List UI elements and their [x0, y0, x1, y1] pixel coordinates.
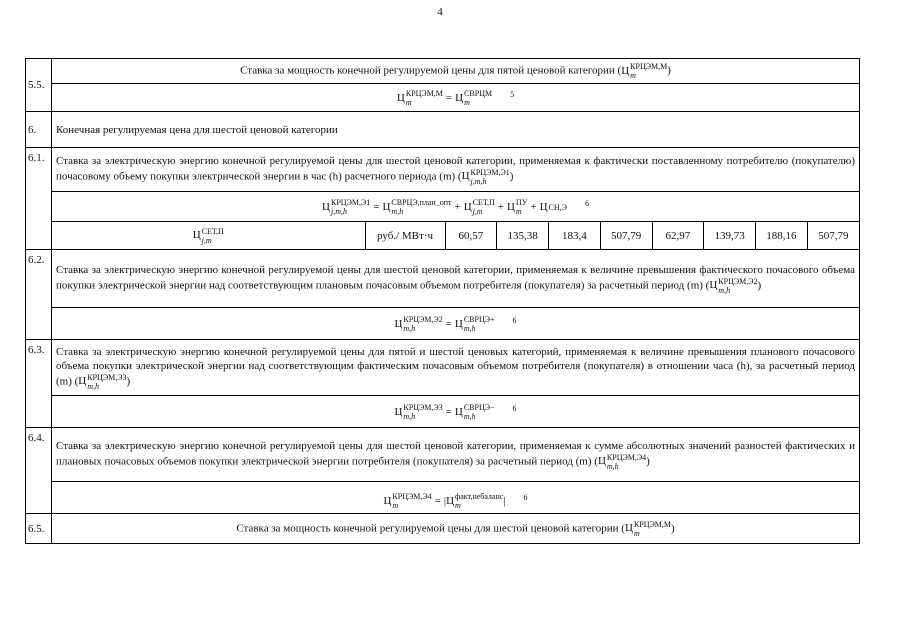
symbol: Ц	[383, 494, 392, 507]
formula	[52, 308, 860, 340]
formula	[52, 84, 860, 112]
row-title	[52, 340, 860, 396]
plus-sign: +	[454, 200, 461, 213]
row-6-2	[26, 250, 860, 308]
symbol: Ц	[454, 317, 463, 330]
symbol: Ц	[394, 317, 403, 330]
tariff-value: 507,79	[600, 222, 652, 249]
symbol: Ц	[539, 200, 548, 213]
subscript: m,h	[718, 285, 731, 295]
row-title-text: Ставка за электрическую энергию конечной регулируемой цены для шестой ценовой категории, применяемая к сумме абсолютных значений разностей фактических и плановых почасовых объемов покупки электрической энергии потребителя (покупателя) за расчетный период (m) (	[56, 439, 855, 468]
tariff-value: 507,79	[807, 222, 859, 249]
row-title-text: Ставка за мощность конечной регулируемой цены для шестой ценовой категории (	[236, 522, 625, 535]
symbol: Ц	[461, 170, 470, 183]
subscript: m,h	[391, 207, 404, 217]
footnote-mark: 5	[510, 89, 515, 99]
row-6-4	[26, 428, 860, 482]
row-title	[52, 148, 860, 192]
tariff-table	[52, 222, 859, 249]
subscript: m	[464, 98, 470, 108]
subscript: m	[405, 98, 412, 108]
footnote-mark: 6	[512, 403, 517, 413]
equals-sign: =	[445, 317, 452, 330]
superscript: СЕТ,П	[201, 226, 224, 236]
subscript: j,m,h	[470, 176, 487, 186]
subscript: m,h	[463, 412, 476, 422]
superscript: КРЦЭМ,Э1	[470, 167, 510, 177]
plus-sign: +	[497, 200, 504, 213]
equals-sign: =	[445, 405, 452, 418]
abs-bar: |	[443, 494, 447, 507]
row-number: 6.5.	[26, 514, 52, 544]
superscript: СВРЦЭ,план_опт	[391, 198, 452, 208]
row-number: 6.3.	[26, 340, 52, 428]
row-title	[52, 59, 860, 84]
symbol: Ц	[621, 64, 630, 77]
symbol: Ц	[322, 200, 330, 213]
superscript: СЕТ,П	[472, 198, 495, 208]
superscript: КРЦЭМ,Э3	[403, 403, 443, 413]
row-title: Конечная регулируемая цена для шестой ценовой категории	[52, 112, 860, 148]
equals-sign: =	[373, 200, 380, 213]
formula	[52, 192, 860, 222]
row-6-3	[26, 340, 860, 396]
symbol: Ц	[455, 91, 464, 104]
subscript: m	[455, 500, 461, 510]
formula	[52, 396, 860, 428]
row-number: 6.4.	[26, 428, 52, 514]
superscript: КРЦЭМ,М	[630, 62, 668, 71]
close-paren: )	[757, 279, 762, 292]
subscript: m,h	[87, 381, 100, 391]
row-title	[52, 428, 860, 482]
plus-sign: +	[530, 200, 537, 213]
tariff-value: 62,97	[652, 222, 704, 249]
superscript: КРЦЭМ,Э2	[718, 276, 758, 286]
symbol: Ц	[597, 455, 606, 468]
row-6-3-formula	[26, 396, 860, 428]
superscript: КРЦЭМ,Э2	[403, 315, 443, 325]
footnote-mark: 6	[512, 315, 517, 325]
row-6-1-formula	[26, 192, 860, 222]
subscript: m,h	[606, 461, 619, 471]
close-paren: )	[509, 170, 514, 183]
row-title	[52, 250, 860, 308]
row-title	[52, 514, 860, 544]
symbol: Ц	[506, 200, 515, 213]
row-5-5-formula	[26, 84, 860, 112]
subscript: m,h	[403, 324, 416, 334]
subscript: m	[515, 207, 522, 217]
price-table	[25, 58, 860, 544]
subscript: m,h	[403, 412, 416, 422]
tariff-unit: руб./ МВт·ч	[365, 222, 445, 249]
symbol: Ц	[454, 405, 463, 418]
superscript: СВРЦМ	[464, 89, 493, 99]
subscript: j,m	[201, 235, 212, 245]
subscript: m	[630, 71, 636, 80]
symbol: Ц	[624, 522, 633, 535]
row-6-4-formula	[26, 488, 860, 514]
row-6-1-tariff	[26, 222, 860, 250]
close-paren: )	[646, 455, 650, 468]
row-6-1	[26, 148, 860, 192]
symbol: Ц	[446, 494, 455, 507]
subscript: j,m	[472, 207, 483, 217]
subscript: m,h	[463, 324, 476, 334]
row-number: 6.1.	[26, 148, 52, 250]
row-title-text: Ставка за электрическую энергию конечной регулируемой цены для шестой ценовой категории, применяемая к величине превышения фактического почасового объема покупки электрической энергии над соответствующим плановым почасовым объемом потребителя (покупателя) за расчетный период (m) (	[56, 263, 855, 292]
row-number: 6.2.	[26, 250, 52, 340]
superscript: КРЦЭМ,Э4	[392, 491, 432, 501]
symbol: Ц	[192, 229, 201, 242]
symbol: Ц	[394, 405, 403, 418]
tariff-value: 60,57	[445, 222, 497, 249]
superscript: КРЦЭМ,Э3	[87, 372, 127, 382]
symbol: Ц	[396, 91, 405, 104]
symbol: Ц	[78, 375, 87, 388]
close-paren: )	[667, 64, 671, 77]
close-paren: )	[126, 375, 131, 388]
symbol: Ц	[382, 200, 391, 213]
superscript: СН,Э	[548, 202, 567, 212]
tariff-symbol	[52, 222, 365, 249]
superscript: ПУ	[515, 198, 528, 208]
symbol: Ц	[709, 279, 718, 292]
superscript: СВРЦЭ−	[463, 403, 495, 413]
close-paren: )	[671, 522, 675, 535]
row-number: 5.5.	[26, 59, 52, 112]
row-6-5	[26, 514, 860, 544]
row-number: 6.	[26, 112, 52, 148]
page-number: 4	[437, 6, 443, 18]
superscript: КРЦЭМ,М	[633, 519, 672, 529]
row-title-text: Ставка за мощность конечной регулируемой цены для пятой ценовой категории (	[240, 64, 622, 77]
row-6	[26, 112, 860, 148]
equals-sign: =	[445, 91, 453, 104]
tariff-value: 183,4	[549, 222, 601, 249]
superscript: факт,небаланс	[455, 491, 504, 501]
row-6-2-formula	[26, 308, 860, 340]
tariff-value: 139,73	[704, 222, 756, 249]
tariff-row	[52, 222, 859, 249]
abs-bar: |	[503, 494, 506, 507]
tariff-cell	[52, 222, 860, 250]
symbol: Ц	[463, 200, 472, 213]
subscript: j,m,h	[331, 207, 347, 217]
footnote-mark: 6	[584, 198, 589, 208]
formula	[52, 488, 860, 514]
tariff-value: 188,16	[756, 222, 808, 249]
superscript: КРЦЭМ,Э4	[606, 452, 647, 462]
subscript: m	[392, 500, 399, 510]
subscript: m	[633, 528, 640, 538]
superscript: СВРЦЭ+	[463, 315, 495, 325]
tariff-value: 135,38	[497, 222, 549, 249]
row-title-text: Ставка за электрическую энергию конечной регулируемой цены для пятой и шестой ценовых категорий, применяемая к величине превышения планового почасового объема покупки электрической энергии над соответствующим фактическим почасовым объемом потребителя (покупателя) в отношении часа (h), за расчетный период (m) (	[56, 345, 855, 388]
row-5-5	[26, 59, 860, 84]
row-title-text: Ставка за электрическую энергию конечной регулируемой цены для шестой ценовой категории, применяемая к фактически поставленному потребителю (покупателю) почасовому объему покупки электрической энергии в час (h) расчетного периода (m) (	[56, 154, 855, 183]
superscript: КРЦЭМ,М	[405, 89, 443, 99]
superscript: КРЦЭМ,Э1	[331, 198, 371, 208]
footnote-mark: 6	[523, 492, 528, 502]
equals-sign: =	[434, 494, 441, 507]
